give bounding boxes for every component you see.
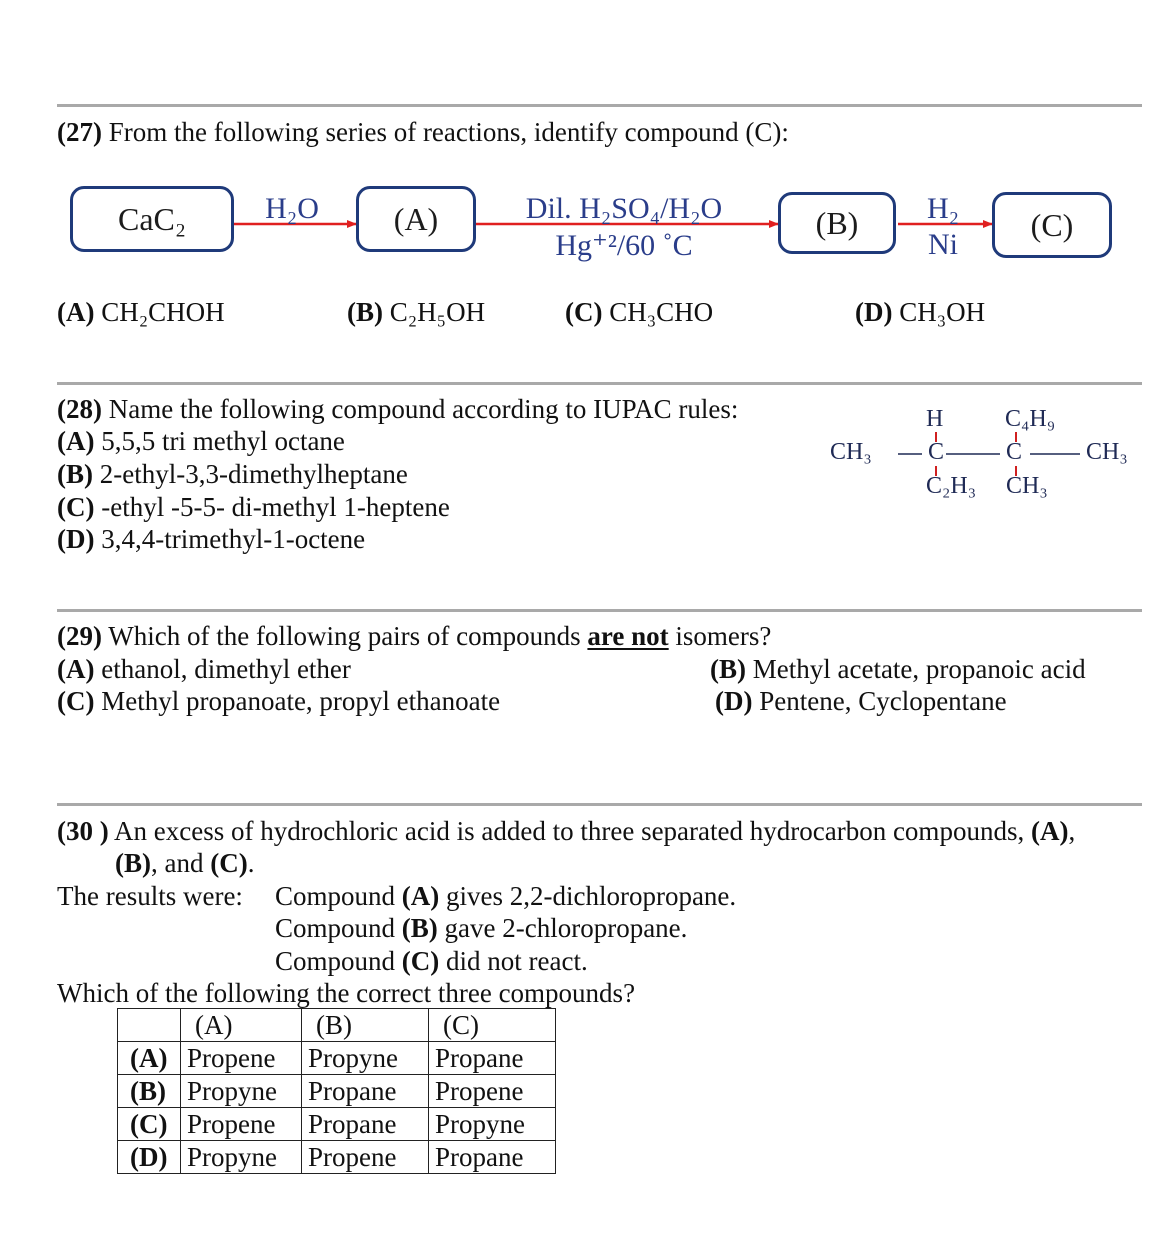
q28-option-b-text: 2-ethyl-3,3-dimethylheptane (99, 459, 408, 489)
q30-result-b-post: gave 2-chloropropane. (444, 913, 688, 943)
q29-question (57, 620, 771, 652)
q30-result-a-pre: Compound (275, 881, 396, 911)
q28-option-c-key: (C) (57, 492, 95, 522)
table-header-a: (A) (181, 1009, 302, 1042)
struct-bottom-ch3: CH₃ (1006, 473, 1048, 499)
table-row[interactable] (118, 1075, 556, 1108)
struct-c2h3: C₂H₃ (926, 473, 977, 499)
q29-option-a-key: (A) (57, 654, 95, 684)
q27-option-a-text: CH₂CHOH (101, 297, 225, 327)
q30-sep1: , (1068, 816, 1076, 846)
q30-key-b: (B) (115, 848, 151, 878)
compound-b-label: (B) (815, 204, 859, 241)
q29-option-c-key: (C) (57, 686, 95, 716)
q30-text: An excess of hydrochloric acid is added to three separated hydrocarbon compounds, (114, 816, 1025, 846)
table-header-c: (C) (429, 1009, 556, 1042)
q29-option-b-key: (B) (710, 654, 746, 684)
separator-q30 (57, 803, 1142, 806)
q29-option-d-text: Pentene, Cyclopentane (759, 686, 1007, 716)
compound-cac2-label: CaC₂ (117, 200, 187, 237)
table-cell: Propyne (181, 1075, 302, 1108)
q27-option-d-text: CH₃OH (899, 297, 986, 327)
q30-question-line2 (115, 847, 254, 879)
table-row-key: (A) (118, 1042, 181, 1075)
table-cell: Propene (181, 1042, 302, 1075)
q30-result-c-key: (C) (401, 946, 440, 976)
q30-result-a-key: (A) (401, 881, 440, 911)
q30-result-b-key: (B) (401, 913, 438, 943)
q30-key-c: (C) (210, 848, 248, 878)
table-corner-cell (118, 1009, 181, 1042)
struct-bonds (0, 0, 1172, 520)
table-cell: Propyne (181, 1141, 302, 1174)
struct-c1: C (928, 439, 945, 465)
separator-q29 (57, 609, 1142, 612)
table-row[interactable] (118, 1042, 556, 1075)
q29-option-b[interactable] (710, 653, 1086, 685)
struct-c4h9: C₄H₉ (1005, 406, 1056, 432)
q27-number: (27) (57, 117, 102, 147)
q28-option-d[interactable] (57, 523, 365, 555)
q29-option-a-text: ethanol, dimethyl ether (101, 654, 351, 684)
reagent-ni: Ni (928, 228, 958, 261)
q27-text: From the following series of reactions, identify compound (C): (108, 117, 789, 147)
compound-a-label: (A) (393, 200, 439, 237)
q30-end: . (247, 848, 255, 878)
table-cell: Propane (302, 1108, 429, 1141)
q27-option-c-key: (C) (565, 297, 603, 327)
q29-option-d-key: (D) (715, 686, 753, 716)
q28-option-b-key: (B) (57, 459, 93, 489)
q29-text-after: isomers? (675, 621, 772, 651)
q27-option-d-key: (D) (855, 297, 893, 327)
table-cell: Propane (429, 1141, 556, 1174)
q29-option-b-text: Methyl acetate, propanoic acid (752, 654, 1086, 684)
struct-left-ch3: CH₃ (830, 439, 872, 465)
q30-result-b (275, 912, 687, 944)
table-row[interactable] (118, 1141, 556, 1174)
table-cell: Propene (429, 1075, 556, 1108)
q27-option-a-key: (A) (57, 297, 95, 327)
q27-option-b-text: C₂H₅OH (389, 297, 486, 327)
q29-option-c-text: Methyl propanoate, propyl ethanoate (101, 686, 501, 716)
q29-option-c[interactable] (57, 685, 500, 717)
table-row[interactable] (118, 1108, 556, 1141)
q30-result-b-pre: Compound (275, 913, 396, 943)
table-row-key: (C) (118, 1108, 181, 1141)
reagent-hg-60c: Hg⁺²/60 ˚C (555, 229, 693, 262)
q30-sep2: , and (151, 848, 204, 878)
q30-key-a: (A) (1030, 816, 1069, 846)
table-cell: Propene (181, 1108, 302, 1141)
q28-option-d-key: (D) (57, 524, 95, 554)
q27-option-b-key: (B) (347, 297, 383, 327)
q28-option-a-text: 5,5,5 tri methyl octane (101, 426, 345, 456)
table-header-row (118, 1009, 556, 1042)
q30-ask: Which of the following the correct three compounds? (57, 978, 636, 1008)
q30-result-c-pre: Compound (275, 946, 396, 976)
q29-option-a[interactable] (57, 653, 351, 685)
q28-option-a-key: (A) (57, 426, 95, 456)
table-cell: Propyne (429, 1108, 556, 1141)
table-cell: Propane (429, 1042, 556, 1075)
table-cell: Propyne (302, 1042, 429, 1075)
q30-result-a-post: gives 2,2-dichloropropane. (446, 881, 737, 911)
q30-results-label: The results were: (57, 881, 243, 911)
table-header-b: (B) (302, 1009, 429, 1042)
struct-right-ch3: CH₃ (1086, 439, 1128, 465)
struct-c2: C (1006, 439, 1023, 465)
q30-result-c-post: did not react. (446, 946, 588, 976)
q30-number: (30 ) (57, 816, 109, 846)
struct-h: H (926, 406, 944, 432)
q28-option-c-text: -ethyl -5-5- di-methyl 1-heptene (101, 492, 450, 522)
q30-question-line1 (57, 815, 1075, 847)
q29-option-d[interactable] (715, 685, 1007, 717)
q29-text-emphasis: are not (587, 621, 669, 651)
table-row-key: (D) (118, 1141, 181, 1174)
q29-number: (29) (57, 621, 102, 651)
q30-answer-table (117, 1008, 556, 1174)
table-row-key: (B) (118, 1075, 181, 1108)
table-cell: Propene (302, 1141, 429, 1174)
reagent-h2o: H₂O (265, 192, 319, 225)
table-cell: Propane (302, 1075, 429, 1108)
q28-text: Name the following compound according to IUPAC rules: (108, 394, 739, 424)
reagent-h2: H₂ (926, 192, 960, 225)
reagent-dil-h2so4: Dil. H₂SO₄/H₂O (525, 192, 723, 225)
q30-result-c (275, 945, 588, 977)
q29-text-before: Which of the following pairs of compounds (108, 621, 581, 651)
q28-number: (28) (57, 394, 102, 424)
q30-result-a (275, 880, 736, 912)
q27-option-c-text: CH₃CHO (609, 297, 714, 327)
compound-c-label: (C) (1030, 206, 1074, 243)
q28-option-d-text: 3,4,4-trimethyl-1-octene (101, 524, 366, 554)
